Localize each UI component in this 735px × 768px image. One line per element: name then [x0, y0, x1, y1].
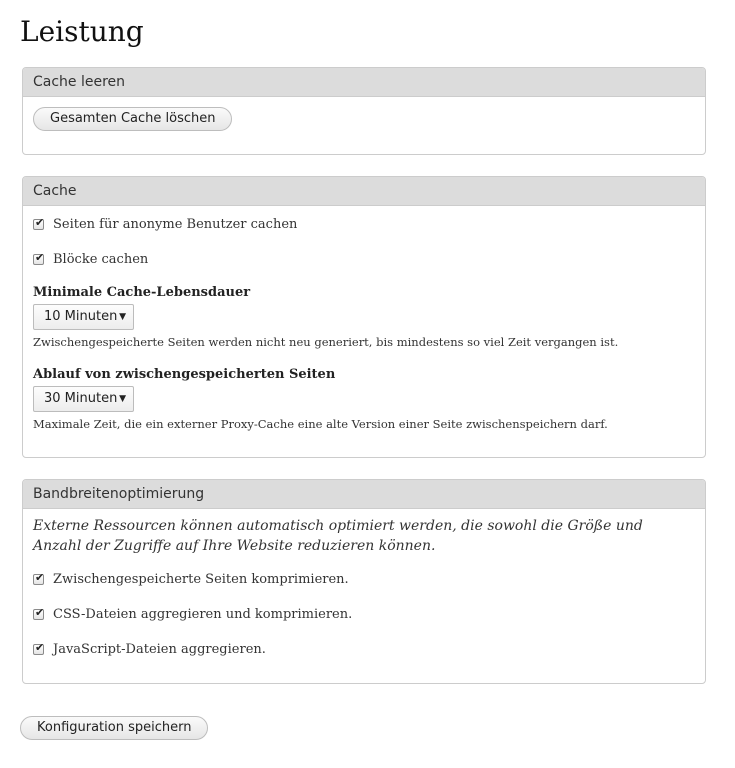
- cache-blocks-label: Blöcke cachen: [53, 252, 149, 267]
- aggregate-css-checkbox[interactable]: [33, 606, 45, 620]
- min-lifetime-label: Minimale Cache-Lebensdauer: [33, 285, 251, 300]
- min-lifetime-select[interactable]: [33, 304, 134, 330]
- bandwidth-intro: Externe Ressourcen können automatisch optimiert werden, die sowohl die Größe und Anzahl der Zugriffe auf Ihre Website reduzieren können.: [33, 518, 643, 554]
- cache-fieldset: [22, 176, 706, 458]
- compress-pages-checkbox[interactable]: [33, 571, 45, 585]
- checkmark-icon: ✔: [35, 571, 45, 584]
- min-lifetime-value: 10 Minuten: [44, 309, 118, 324]
- compress-pages-label: Zwischengespeicherte Seiten komprimieren.: [53, 572, 349, 587]
- cache-anon-pages-option[interactable]: [33, 217, 297, 232]
- cache-anon-pages-label: Seiten für anonyme Benutzer cachen: [53, 217, 298, 232]
- clear-cache-legend: Cache leeren: [23, 68, 705, 97]
- compress-pages-option[interactable]: [33, 572, 349, 587]
- aggregate-js-label: JavaScript-Dateien aggregieren.: [53, 642, 266, 657]
- checkmark-icon: ✔: [35, 216, 45, 229]
- clear-cache-fieldset: [22, 67, 706, 155]
- page-title: Leistung: [20, 15, 144, 48]
- checkmark-icon: ✔: [35, 251, 45, 264]
- cache-anon-pages-checkbox[interactable]: [33, 216, 45, 230]
- save-configuration-button[interactable]: Konfiguration speichern: [20, 716, 208, 740]
- expiration-description: Maximale Zeit, die ein externer Proxy-Cache eine alte Version einer Seite zwischenspeichern darf.: [33, 417, 608, 431]
- cache-blocks-option[interactable]: [33, 252, 148, 267]
- chevron-down-icon: ▼: [119, 312, 126, 322]
- bandwidth-legend: Bandbreitenoptimierung: [23, 480, 705, 509]
- expiration-select[interactable]: [33, 386, 134, 412]
- min-lifetime-description: Zwischengespeicherte Seiten werden nicht neu generiert, bis mindestens so viel Zeit vergangen ist.: [33, 335, 619, 349]
- aggregate-css-label: CSS-Dateien aggregieren und komprimieren.: [53, 607, 353, 622]
- cache-legend: Cache: [23, 177, 705, 206]
- expiration-value: 30 Minuten: [44, 391, 118, 406]
- chevron-down-icon: ▼: [119, 394, 126, 404]
- expiration-label: Ablauf von zwischengespeicherten Seiten: [33, 367, 336, 382]
- aggregate-js-checkbox[interactable]: [33, 641, 45, 655]
- aggregate-js-option[interactable]: [33, 642, 266, 657]
- cache-blocks-checkbox[interactable]: [33, 251, 45, 265]
- bandwidth-fieldset: [22, 479, 706, 684]
- checkmark-icon: ✔: [35, 641, 45, 654]
- checkmark-icon: ✔: [35, 606, 45, 619]
- aggregate-css-option[interactable]: [33, 607, 352, 622]
- clear-all-cache-button[interactable]: Gesamten Cache löschen: [33, 107, 232, 131]
